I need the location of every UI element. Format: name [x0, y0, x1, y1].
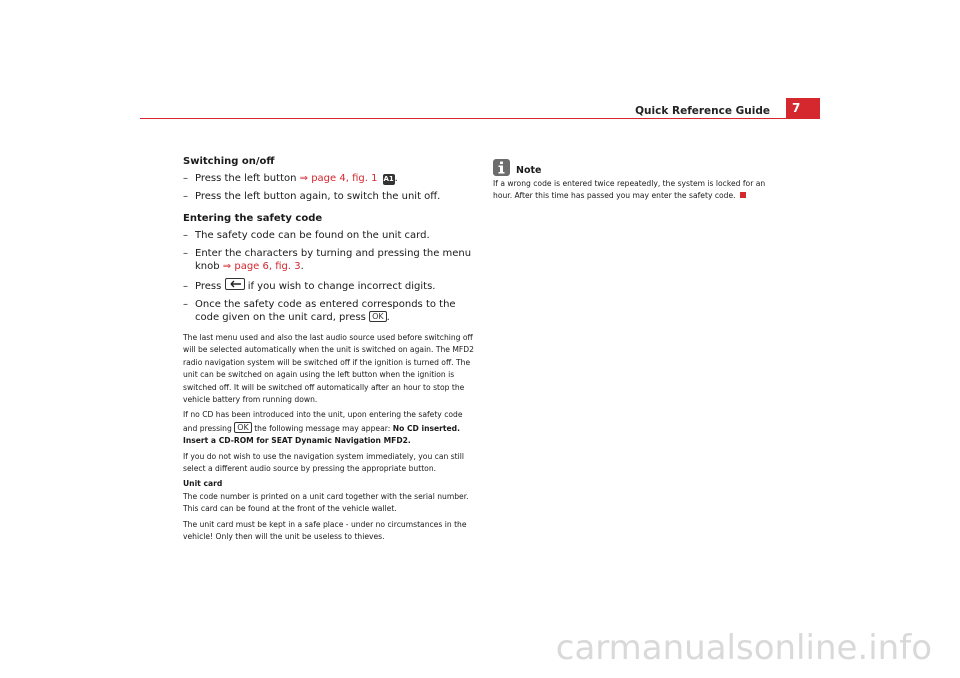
dash: –: [183, 281, 188, 292]
dash: –: [183, 248, 188, 259]
message-no-cd: No CD inserted. Insert a CD-ROM for SEAT Dynamic Navigation MFD2.: [183, 423, 460, 446]
dash: –: [183, 230, 188, 241]
end-of-section-marker: [740, 192, 746, 198]
heading-safety-code: Entering the safety code: [183, 213, 323, 224]
note-title: Note: [516, 165, 542, 176]
step-press-ok: – Once the safety code as entered corresponds to the code given on the unit card, press OK .: [183, 299, 456, 323]
heading-switching-on-off: Switching on/off: [183, 156, 275, 167]
paragraph-safe-place: The unit card must be kept in a safe place - under no circumstances in the vehicle! Only then will the unit be useless to thieves.: [183, 519, 467, 542]
page-number: 7: [786, 98, 820, 119]
heading-unit-card: Unit card: [183, 479, 223, 489]
callout-badge-a1: A1: [383, 175, 394, 183]
dash: –: [183, 299, 188, 310]
page-link-fig3[interactable]: ⇒ page 6, fig. 3: [222, 261, 301, 272]
step-enter-characters: – Enter the characters by turning and pressing the menu knob ⇒ page 6, fig. 3.: [183, 248, 472, 272]
left-column: [183, 155, 475, 547]
ok-key-icon: OK: [234, 422, 252, 433]
header-rule: [140, 118, 820, 119]
paragraph-last-menu: The last menu used and also the last audio source used before switching off will be selected automatically when the unit is switched on again. The MFD2 radio navigation system will be switched off if the ignition is turned off. The unit can be switched on again using the left button when the ignition is switched off. It will be switched off automatically after an hour to stop the vehicle battery from running down.: [183, 333, 474, 405]
note-header: [493, 156, 783, 176]
dash: –: [183, 191, 188, 202]
header-title: Quick Reference Guide: [635, 105, 770, 117]
step-press-left-button: – Press the left button ⇒ page 4, fig. 1 A1.: [183, 173, 398, 184]
page-link-fig1[interactable]: ⇒ page 4, fig. 1: [299, 173, 378, 184]
info-icon: [493, 159, 510, 176]
step-code-location: – The safety code can be found on the unit card.: [183, 230, 430, 241]
paragraph-audio-source: If you do not wish to use the navigation system immediately, you can still select a different audio source by pressing the appropriate button.: [183, 451, 464, 474]
step-press-back: – Press if you wish to change incorrect digits.: [183, 278, 475, 293]
back-arrow-icon: [225, 278, 245, 290]
paragraph-unit-card: The code number is printed on a unit card together with the serial number. This card can be found at the front of the vehicle wallet.: [183, 491, 469, 514]
watermark: carmanualsonline.info: [555, 628, 932, 668]
step-switch-off: – Press the left button again, to switch the unit off.: [183, 191, 441, 202]
dash: –: [183, 173, 188, 184]
ok-key-icon: OK: [369, 311, 387, 322]
note-box: [493, 156, 783, 206]
note-text: If a wrong code is entered twice repeatedly, the system is locked for an hour. After this time has passed you may enter the safety code.: [493, 179, 766, 201]
paragraph-no-cd: If no CD has been introduced into the unit, upon entering the safety code and pressing OK the following message may appear: No CD inserted. Insert a CD-ROM for SEAT Dynamic Navigation MFD2.: [183, 410, 463, 446]
